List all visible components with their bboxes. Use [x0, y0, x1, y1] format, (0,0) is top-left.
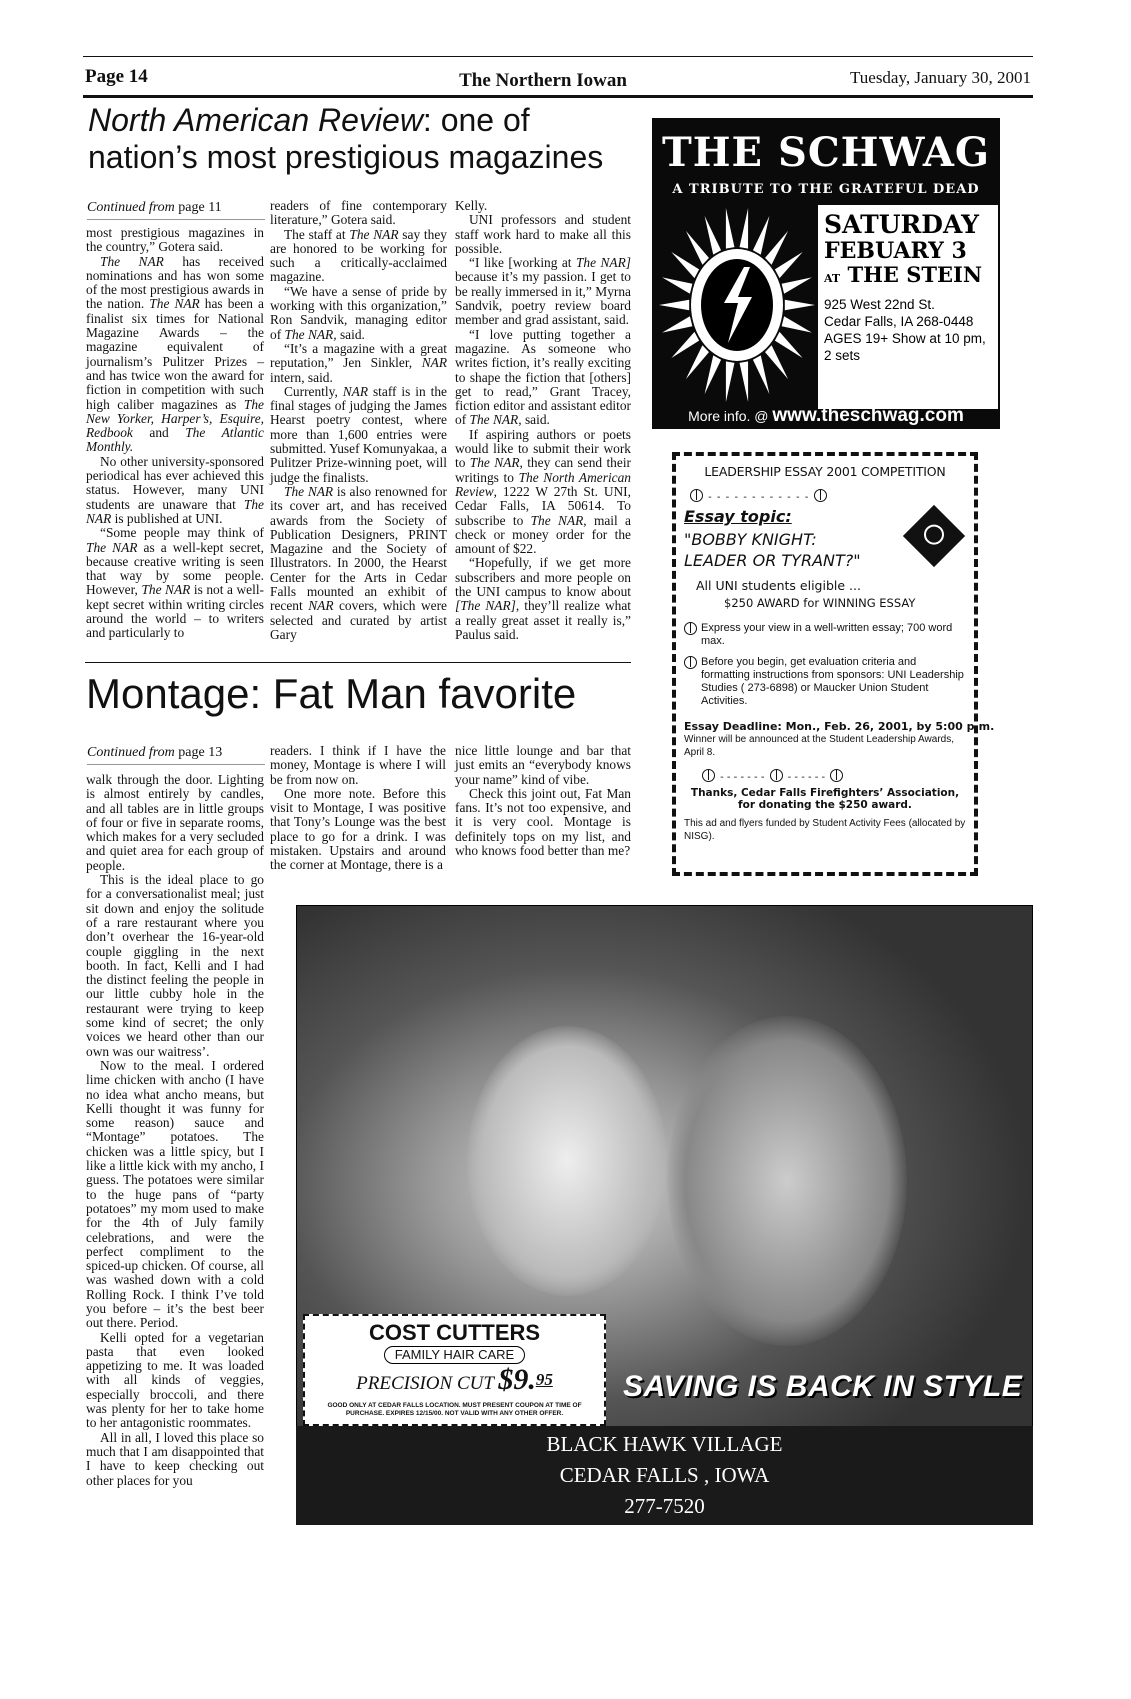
article-column	[86, 773, 264, 1488]
brand-tagline: FAMILY HAIR CARE	[384, 1346, 525, 1364]
paragraph: All in all, I loved this place so much that I am disappointed that I have to keep checking out other places for you	[86, 1429, 264, 1488]
paragraph: No other university-sponsored periodical has ever achieved this status. However, many UNI students are unaware that The NAR is published at UNI.	[86, 453, 264, 526]
event-venue: THE STEIN	[847, 261, 983, 287]
headline-part: : one of	[422, 102, 530, 138]
continued-page-link[interactable]: page 13	[178, 745, 223, 760]
paragraph: Kelly.	[455, 198, 488, 213]
event-details	[818, 205, 998, 409]
headline-part: nation’s most prestigious magazines	[88, 138, 604, 175]
paragraph: “It’s a magazine with a great reputation,” Jen Sinkler, NAR intern, said.	[270, 340, 447, 385]
paragraph: The NAR has received nominations and has won some of the most prestigious awards in the nation. The NAR has been a finalist six times for National Magazine Awards – the magazine equivalent of journalism’s Pulitzer Prizes – and has twice won the award for fiction in competition with such high caliber magazines as The New Yorker, Harper’s, Esquire, Redbook and The Atlantic Monthly.	[86, 253, 264, 455]
phone: 277-7520	[624, 1494, 705, 1518]
top-rule	[83, 56, 1033, 57]
event-date: FEBUARY 3	[824, 237, 967, 264]
basketball-icon: - - - - - - - - - - - - -	[702, 765, 966, 784]
location: BLACK HAWK VILLAGE	[546, 1432, 783, 1456]
thanks: for donating the $250 award.	[738, 799, 912, 811]
brand-name: COST CUTTERS	[368, 1320, 541, 1345]
paragraph: Now to the meal. I ordered lime chicken with ancho (I have no idea what ancho means, but Kelli thought it was funny for some reason) sauce and “Montage” potatoes. The chicken was a little spicy, but I like a little kick with my ancho, I guess. The potatoes were similar to the huge pans of “party potatoes” my mom used to make for the 4th of July family celebrations, and were the perfect compliment to the spiced-up chicken. Of course, all was washed down with a cold Rolling Rock. I think I’ve told you before – it’s the best beer out there. Period.	[86, 1057, 264, 1331]
ad-title: THE SCHWAG	[661, 129, 991, 176]
article-column	[270, 199, 447, 642]
sets: 2 sets	[824, 347, 861, 363]
headline-magazine-name: North American Review	[88, 102, 423, 138]
bullet-text: Express your view in a well-written essay; 700 word max.	[701, 622, 953, 647]
paragraph: The staff at The NAR say they are honored to be working for such a critically-acclaimed magazine.	[270, 226, 447, 285]
slogan: SAVING IS BACK IN STYLE	[623, 1370, 1023, 1403]
paragraph: Check this joint out, Fat Man fans. It’s not too expensive, and it is very cool. Montage is definitely tops on my list, and who knows food better than me?	[455, 785, 631, 859]
event-day: SATURDAY	[824, 210, 979, 239]
page-number: Page 14	[85, 66, 148, 87]
steal-your-face-sun-icon	[658, 203, 816, 408]
more-info-label: More info. @	[688, 408, 769, 424]
newspaper-name: The Northern Iowan	[459, 70, 627, 91]
award: $250 AWARD for WINNING ESSAY	[724, 596, 916, 610]
bullet-text: Before you begin, get evaluation criteria and formatting instructions from sponsors: UNI Leadership Studies ( 273-6898) or Maucker Union Student Activities.	[701, 656, 964, 707]
bullet-item	[684, 656, 966, 708]
ad-title: LEADERSHIP ESSAY 2001 COMPETITION	[704, 464, 946, 479]
paragraph: UNI professors and student staff work hard to make all this possible.	[455, 212, 631, 256]
website-link[interactable]: www.theschwag.com	[772, 405, 964, 426]
continued-label: Continued from	[87, 745, 175, 760]
bullet-item	[684, 622, 966, 648]
continued-from	[87, 200, 265, 220]
paragraph: If aspiring authors or poets would like to submit their work to The NAR, they can send their writings to The North American Review, 1222 W 27th St. UNI, Cedar Falls, IA 50614. To subscribe to The NAR, mail a check or money order for the amount of $22.	[455, 426, 631, 557]
event-info	[824, 296, 992, 364]
topic-label: Essay topic:	[684, 507, 792, 526]
fine-print: GOOD ONLY AT CEDAR FALLS LOCATION. MUST PRESENT COUPON AT TIME OF PURCHASE. EXPIRES 12/15/00. NOT VALID WITH ANY OTHER OFFER.	[327, 1402, 582, 1417]
address: 925 West 22nd St.	[824, 296, 935, 312]
thanks: Thanks, Cedar Falls Firefighters’ Association,	[690, 787, 960, 799]
masthead-rule	[83, 95, 1033, 98]
funding-note: This ad and flyers funded by Student Activity Fees (allocated by NISG).	[684, 818, 966, 842]
continued-label: Continued from	[87, 200, 175, 215]
coupon[interactable]	[303, 1314, 606, 1426]
ad-subtitle: A TRIBUTE TO THE GRATEFUL DEAD	[672, 182, 980, 197]
schwag-concert-ad	[652, 118, 1000, 429]
location-strip	[296, 1426, 1033, 1525]
paragraph: nice little lounge and bar that just emits an “everybody knows your name” kind of vibe.	[455, 743, 631, 787]
paragraph: This is the ideal place to go for a conversationalist meal; just sit down and enjoy the solitude of a rare restaurant where you don’t overhear the 16-year-old couple giggling in the next booth. In fact, Kelli and I had the distinct feeling the people in our little cubby hole in the restaurant were trying to keep some kind of secret; the only voices we heard other than our own was our waitress’.	[86, 872, 264, 1059]
article-column	[86, 226, 264, 641]
offer-label: PRECISION CUT	[356, 1373, 494, 1394]
leadership-essay-ad	[672, 452, 995, 876]
woman-face	[467, 1026, 667, 1296]
paragraph: “I like [working at The NAR] because it’s my passion. I get to be really immersed in it,” Myrna Sandvik, poetry review board member and grad assistant, said.	[455, 255, 631, 328]
article-headline: Montage: Fat Man favorite	[86, 670, 577, 717]
article-column	[455, 744, 631, 858]
basketball-icon	[684, 622, 697, 635]
article-column	[455, 199, 631, 642]
paragraph: “Hopefully, if we get more subscribers and more people on the UNI campus to know about [The NAR], they’ll realize what a really great asset it really is,” Paulus said.	[455, 555, 631, 642]
paragraph: Kelli opted for a vegetarian pasta that even looked appetizing to me. It was loaded with all kinds of veggies, especially broccoli, and there was plenty for her to take home to her antagonistic roommates.	[86, 1329, 264, 1431]
topic-line: LEADER OR TYRANT?"	[684, 551, 861, 570]
offer	[305, 1364, 604, 1400]
article-divider	[85, 662, 631, 663]
continued-page-link[interactable]: page 11	[178, 200, 222, 215]
basketball-icon	[684, 656, 697, 669]
paragraph: Currently, NAR staff is in the final stages of judging the James Hearst poetry contest, where more than 1,600 entries were submitted. Yusef Komunyakaa, a Pulitzer Prize-winning poet, will judge the finalists.	[270, 383, 447, 485]
paragraph: “I love putting together a magazine. As someone who writes fiction, it’s really exciting to shape the fiction that [others] get to read,” Grant Tracey, fiction editor and assistant editor of The NAR, said.	[455, 326, 631, 428]
eligibility: All UNI students eligible ...	[696, 578, 861, 593]
at-label: AT	[824, 271, 841, 285]
paragraph: readers of fine contemporary literature,” Gotera said.	[270, 198, 447, 228]
man-face	[667, 1016, 907, 1346]
age-showtime: AGES 19+ Show at 10 pm,	[824, 330, 986, 346]
paragraph: readers. I think if I have the money, Montage is where I will be from now on.	[270, 743, 446, 787]
topic-line: "BOBBY KNIGHT:	[684, 530, 817, 549]
city-phone: Cedar Falls, IA 268-0448	[824, 313, 974, 329]
event-venue-line	[824, 263, 992, 286]
issue-date: Tuesday, January 30, 2001	[849, 68, 1031, 87]
more-info	[652, 405, 1000, 427]
paragraph: most prestigious magazines in the country,” Gotera said.	[86, 225, 264, 255]
article-headline	[88, 102, 603, 176]
continued-from	[87, 745, 265, 765]
basketball-icon: - - - - - - - - - - - -	[690, 485, 966, 504]
price-cents: 95	[535, 1370, 553, 1389]
winner-note: Winner will be announced at the Student Leadership Awards, April 8.	[684, 734, 954, 758]
article-column	[270, 744, 446, 873]
paragraph: walk through the door. Lighting is almost entirely by candles, and all tables are in little groups of four or five in separate rooms, which makes for a very secluded and quiet area for each group of people.	[86, 772, 264, 873]
paragraph: “Some people may think of The NAR as a well-kept secret, because creative writing is seen that way by some people. However, The NAR is not a well-kept secret within writing circles around the world – to writers and particularly to	[86, 525, 264, 641]
paragraph: The NAR is also renowned for its cover art, and has received awards from the Society of Publication Designers, PRINT Magazine and the Society of Illustrators. In 2000, the Hearst Center for the Arts in Cedar Falls mounted an exhibit of recent NAR covers, which were selected and curated by artist Gary	[270, 483, 447, 642]
paragraph: “We have a sense of pride by working with this organization,” Ron Sandvik, managing editor of The NAR, said.	[270, 283, 447, 342]
paragraph: One more note. Before this visit to Montage, I was positive that Tony’s Lounge was the best place to go for a drink. I was mistaken. Upstairs and around the corner at Montage, there is a	[270, 785, 446, 873]
price: $9.	[498, 1363, 536, 1396]
location: CEDAR FALLS , IOWA	[559, 1463, 770, 1487]
deadline: Essay Deadline: Mon., Feb. 26, 2001, by 5:00 p.m.	[684, 720, 995, 733]
